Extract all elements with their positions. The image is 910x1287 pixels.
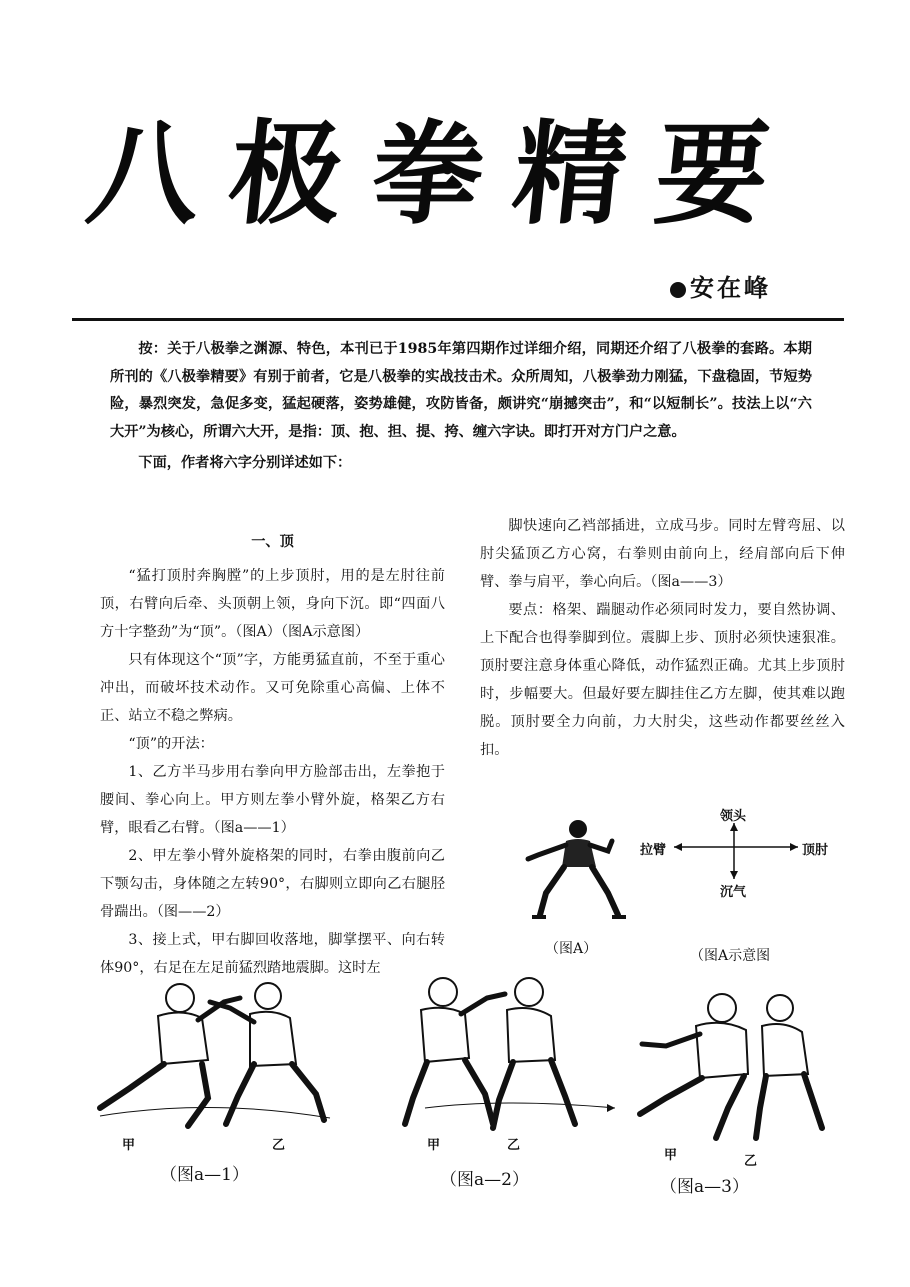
fighter-label-jia: 甲 bbox=[122, 1138, 136, 1153]
diagram-label-bottom: 沉气 bbox=[720, 885, 747, 900]
figure-a-diagram bbox=[640, 805, 840, 905]
author-byline bbox=[670, 268, 771, 303]
editor-note-paragraph: 下面，作者将六字分别详述如下： bbox=[138, 455, 352, 471]
body-paragraph: “顶”的开法： bbox=[128, 736, 214, 752]
right-column bbox=[480, 512, 845, 764]
fighter-label-yi: 乙 bbox=[744, 1154, 758, 1169]
diagram-label-top: 领头 bbox=[720, 809, 747, 824]
body-paragraph: “猛打顶肘奔胸膛”的上步顶肘，用的是左肘往前顶，右臂向后牵、头顶朝上领，身向下沉。即“四面八方十字整劲”为“顶”。（图A）（图A示意图） bbox=[100, 568, 445, 640]
section-heading: 一、顶 bbox=[251, 534, 294, 550]
figure-a-illustration bbox=[520, 815, 630, 925]
body-paragraph: 2、甲左拳小臂外旋格架的同时，右拳由腹前向乙下颚勾击，身体随之左转90°，右脚则立即向乙右腿胫骨踹出。（图——2） bbox=[100, 848, 445, 920]
figure-a2-illustration bbox=[395, 958, 625, 1153]
bullet-icon bbox=[670, 282, 686, 298]
figure-caption: （图A） bbox=[545, 941, 598, 957]
figure-caption: （图a—2） bbox=[440, 1170, 529, 1190]
body-paragraph: 3、接上式，甲右脚回收落地，脚掌摆平、向右转体90°，右足在左足前猛烈踏地震脚。这时左 bbox=[100, 932, 445, 976]
diagram-label-right: 顶肘 bbox=[802, 843, 829, 858]
article-title: 八极拳精要 bbox=[81, 109, 805, 240]
figure-a3-illustration bbox=[630, 978, 830, 1169]
editor-note bbox=[110, 336, 812, 478]
fighter-label-yi: 乙 bbox=[507, 1138, 521, 1153]
body-paragraph: 脚快速向乙裆部插进，立成马步。同时左臂弯屈、以肘尖猛顶乙方心窝，右拳则由前向上，经肩部向后下伸臂、拳与肩平，拳心向后。（图a——3） bbox=[480, 518, 845, 590]
figure-a1-illustration bbox=[90, 968, 350, 1153]
figure-caption: （图A示意图 bbox=[690, 948, 771, 964]
fighter-label-yi: 乙 bbox=[272, 1138, 286, 1153]
figure-caption: （图a—1） bbox=[160, 1165, 249, 1185]
fighter-label-jia: 甲 bbox=[664, 1148, 678, 1163]
left-column bbox=[100, 528, 445, 982]
diagram-label-left: 拉臂 bbox=[640, 843, 667, 858]
title-divider bbox=[72, 318, 844, 321]
figure-caption: （图a—3） bbox=[660, 1177, 749, 1197]
author-name: 安在峰 bbox=[690, 273, 771, 302]
fighter-label-jia: 甲 bbox=[427, 1138, 441, 1153]
editor-note-paragraph: 按：关于八极拳之渊源、特色，本刊已于1985年第四期作过详细介绍，同期还介绍了八极拳的套路。本期所刊的《八极拳精要》有别于前者，它是八极拳的实战技击术。众所周知，八极拳劲力刚猛，下盘稳固，节短势险，暴烈突发，急促多变，猛起硬落，姿势雄健，攻防皆备，颇讲究“崩撼突击”，和“以短制长”。技法上以“六大开”为核心，所谓六大开，是指：顶、抱、担、提、挎、缠六字诀。即打开对方门户之意。 bbox=[110, 341, 812, 440]
body-paragraph: 只有体现这个“顶”字，方能勇猛直前，不至于重心冲出，而破坏技术动作。又可免除重心高偏、上体不正、站立不稳之弊病。 bbox=[100, 652, 445, 724]
body-paragraph: 要点：格架、踹腿动作必须同时发力，要自然协调、上下配合也得拳脚到位。震脚上步、顶肘必须快速狠准。顶肘要注意身体重心降低，动作猛烈正确。尤其上步顶肘时，步幅要大。但最好要左脚挂住乙方左脚，使其难以跑脱。顶肘要全力向前，力大肘尖，这些动作都要丝丝入扣。 bbox=[480, 602, 845, 758]
body-paragraph: 1、乙方半马步用右拳向甲方脸部击出，左拳抱于腰间、拳心向上。甲方则左拳小臂外旋，格架乙方右臂，眼看乙右臂。（图a——1） bbox=[100, 764, 445, 836]
